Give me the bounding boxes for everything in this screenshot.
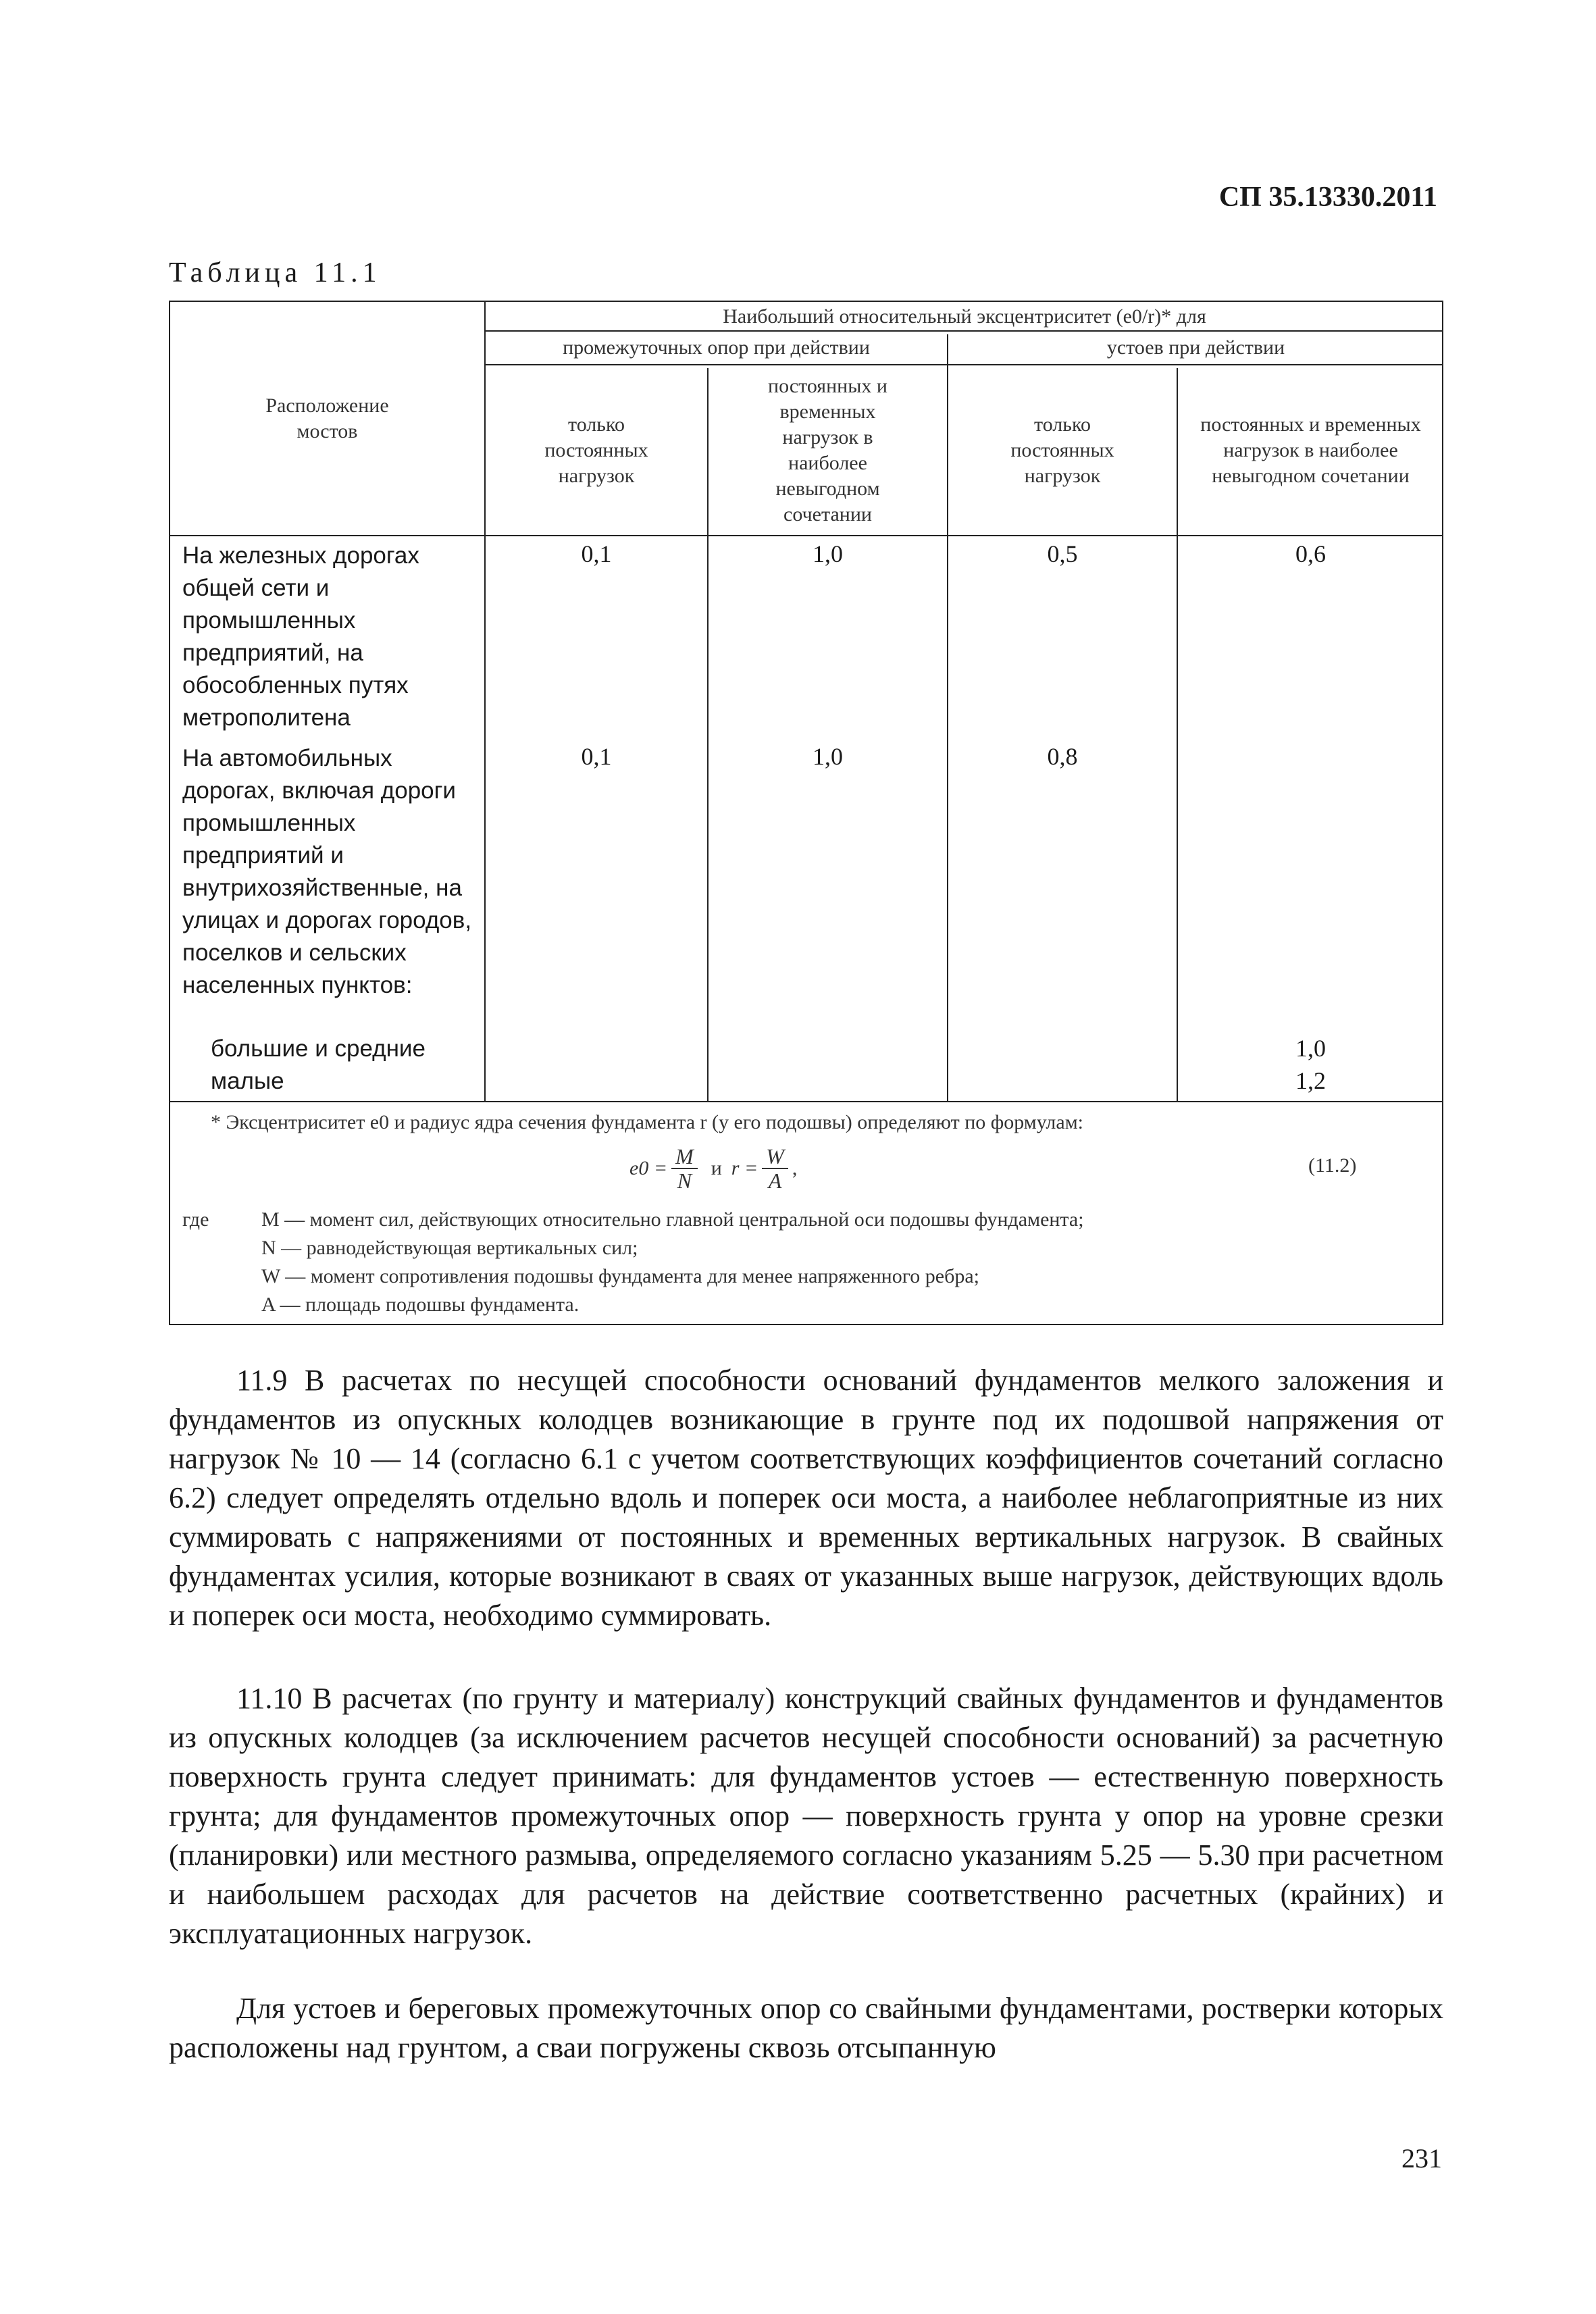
formula-r: r = bbox=[731, 1157, 758, 1179]
header-intermediate: промежуточных опор при действии bbox=[563, 336, 870, 359]
formula-e0: e0 = bbox=[629, 1157, 668, 1179]
header-col-2: постоянных и временных нагрузок в наиболее невыгодном сочетании bbox=[768, 374, 887, 525]
cell-value: 1,2 bbox=[1295, 1067, 1326, 1094]
cell-value: 0,5 bbox=[1047, 540, 1078, 567]
document-code: СП 35.13330.2011 bbox=[1218, 182, 1437, 213]
footnote-intro: * Эксцентриситет e0 и радиус ядра сечения фундамента r (у его подошвы) определяют по формулам: bbox=[211, 1111, 1084, 1133]
footnote-where: где bbox=[182, 1208, 209, 1231]
cell-value: 1,0 bbox=[813, 540, 843, 567]
row-label-large: большие и средние bbox=[211, 1035, 426, 1062]
cell-value: 1,0 bbox=[813, 743, 843, 770]
definition-m: M — момент сил, действующих относительно главной центральной оси подошвы фундамента; bbox=[261, 1208, 1084, 1231]
row-label-small: малые bbox=[211, 1068, 284, 1094]
header-col-1: только постоянных нагрузок bbox=[544, 413, 648, 487]
table-hline bbox=[170, 535, 1443, 536]
table-caption: Таблица 11.1 bbox=[169, 257, 382, 288]
cell-value: 1,0 bbox=[1295, 1035, 1326, 1062]
header-group: Наибольший относительный эксцентриситет (e0/r)* для bbox=[723, 305, 1206, 328]
formula-number: (11.2) bbox=[1308, 1154, 1357, 1177]
fraction-w-a: $\frac{W}{A}$ bbox=[762, 1145, 788, 1192]
cell-value: 0,1 bbox=[581, 540, 612, 567]
header-col-4: постоянных и временных нагрузок в наиболее невыгодном сочетании bbox=[1200, 413, 1421, 487]
table-hline bbox=[170, 1101, 1443, 1102]
paragraph-continuation: Для устоев и береговых промежуточных опор со свайными фундаментами, ростверки которых расположены над грунтом, а сваи погружены сквозь отсыпанную bbox=[169, 1992, 1443, 2064]
eccentricity-table bbox=[169, 301, 1443, 1325]
cell-value: 0,6 bbox=[1295, 540, 1326, 567]
paragraph-11-10: 11.10 В расчетах (по грунту и материалу) конструкций свайных фундаментов и фундаментов из опускных колодцев (за исключением расчетов несущей способности оснований) за расчетную поверхность грунта следует принимать: для фундаментов устоев — естественную поверхность грунта; для фундаментов промежуточных опор — поверхность грунта у опор на уровне срезки (планировки) или местного размыва, определяемого согласно указаниям 5.25 — 5.30 при расчетном и наибольшем расходах для расчетов на действие соответственно расчетных (крайних) и эксплуатационных нагрузок. bbox=[169, 1682, 1443, 1950]
header-location: Расположение мостов bbox=[265, 394, 389, 442]
row-label-roads: На автомобильных дорогах, включая дороги промышленных предприятий и внутрихозяйственные, на улицах и дорогах городов, поселков и сельских населенных пунктов: bbox=[182, 745, 472, 998]
page-number: 231 bbox=[1401, 2143, 1442, 2174]
cell-value: 0,8 bbox=[1047, 743, 1078, 770]
formula: e0 = $\frac{M}{N}$ и r = $\frac{W}{A}$ , bbox=[629, 1144, 798, 1193]
definition-a: A — площадь подошвы фундамента. bbox=[261, 1293, 580, 1316]
cell-value: 0,1 bbox=[581, 743, 612, 770]
row-label-railways: На железных дорогах общей сети и промышленных предприятий, на обособленных путях метрополитена bbox=[182, 542, 419, 731]
paragraph-11-9: 11.9 В расчетах по несущей способности оснований фундаментов мелкого заложения и фундаментов из опускных колодцев возникающие в грунте под их подошвой напряжения от нагрузок № 10 — 14 (согласно 6.1 с учетом соответствующих коэффициентов сочетаний согласно 6.2) следует определять отдельно вдоль и поперек оси моста, а наиболее неблагоприятные из них суммировать с напряжениями от постоянных и временных вертикальных нагрузок. В свайных фундаментах усилия, которые возникают в сваях от указанных выше нагрузок, действующих вдоль и поперек оси моста, необходимо суммировать. bbox=[169, 1364, 1443, 1632]
definition-n: N — равнодействующая вертикальных сил; bbox=[261, 1237, 638, 1259]
definition-w: W — момент сопротивления подошвы фундамента для менее напряженного ребра; bbox=[261, 1265, 979, 1287]
header-abutments: устоев при действии bbox=[1106, 336, 1285, 359]
fraction-m-n: $\frac{M}{N}$ bbox=[671, 1145, 698, 1192]
header-col-3: только постоянных нагрузок bbox=[1010, 413, 1114, 487]
